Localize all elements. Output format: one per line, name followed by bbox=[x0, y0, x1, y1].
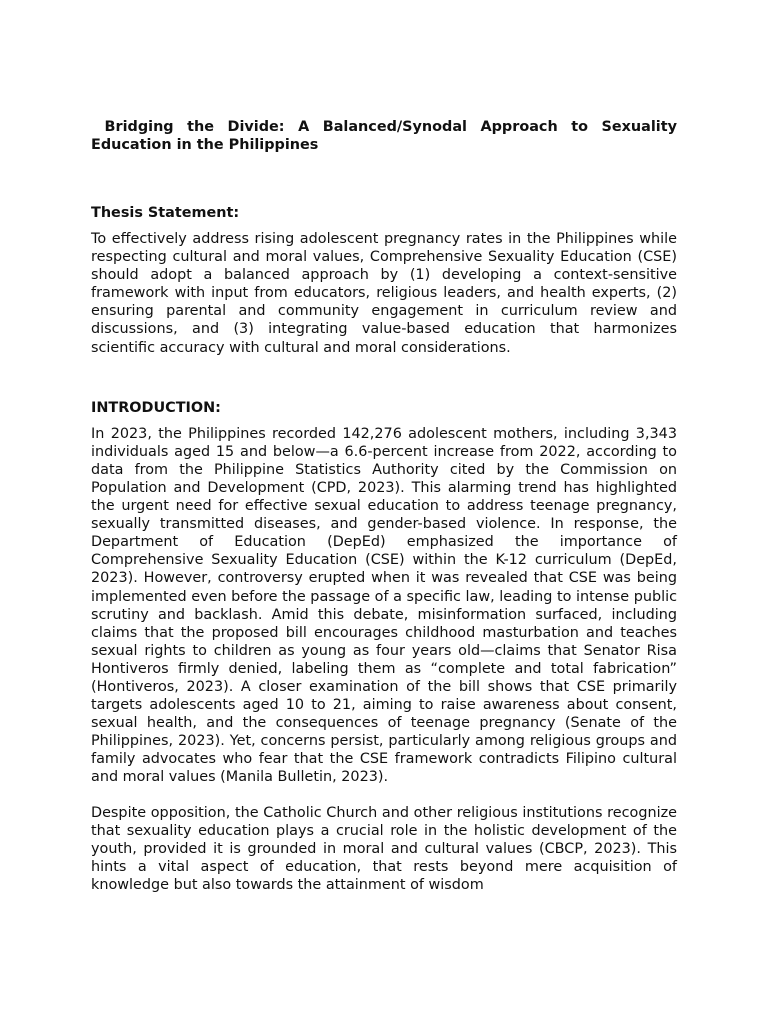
document-title: Bridging the Divide: A Balanced/Synodal Approach to Sexuality Education in the Philippines bbox=[91, 119, 683, 153]
introduction-heading: INTRODUCTION: bbox=[91, 399, 221, 416]
introduction-paragraph-1: In 2023, the Philippines recorded 142,276 adolescent mothers, including 3,343 individuals aged 15 and below—a 6.6-percent increase from 2022, according to data from the Philippine Statistics Authority cited by the Commission on Population and Development (CPD, 2023). This alarming trend has highlighted the urgent need for effective sexual education to address teenage pregnancy, sexually transmitted diseases, and gender-based violence. In response, the Department of Education (DepEd) emphasized the importance of Comprehensive Sexuality Education (CSE) within the K-12 curriculum (DepEd, 2023). However, controversy erupted when it was revealed that CSE was being implemented even before the passage of a specific law, leading to intense public scrutiny and backlash. Amid this debate, misinformation surfaced, including claims that the proposed bill encourages childhood masturbation and teaches sexual rights to children as young as four years old—claims that Senator Risa Hontiveros firmly denied, labeling them as “complete and total fabrication” (Hontiveros, 2023). A closer examination of the bill shows that CSE primarily targets adolescents aged 10 to 21, aiming to raise awareness about consent, sexual health, and the consequences of teenage pregnancy (Senate of the Philippines, 2023). Yet, concerns persist, particularly among religious groups and family advocates who fear that the CSE framework contradicts Filipino cultural and moral values (Manila Bulletin, 2023). bbox=[91, 425, 677, 786]
introduction-paragraph-2: Despite opposition, the Catholic Church and other religious institutions recognize that sexuality education plays a crucial role in the holistic development of the youth, provided it is grounded in moral and cultural values (CBCP, 2023). This hints a vital aspect of education, that rests beyond mere acquisition of knowledge but also towards the attainment of wisdom bbox=[91, 804, 677, 893]
thesis-heading: Thesis Statement: bbox=[91, 205, 240, 221]
thesis-paragraph: To effectively address rising adolescent pregnancy rates in the Philippines while respecting cultural and moral values, Comprehensive Sexuality Education (CSE) should adopt a balanced approach by (1) developing a context-sensitive framework with input from educators, religious leaders, and health experts, (2) ensuring parental and community engagement in curriculum review and discussions, and (3) integrating value-based education that harmonizes scientific accuracy with cultural and moral considerations. bbox=[91, 231, 677, 356]
